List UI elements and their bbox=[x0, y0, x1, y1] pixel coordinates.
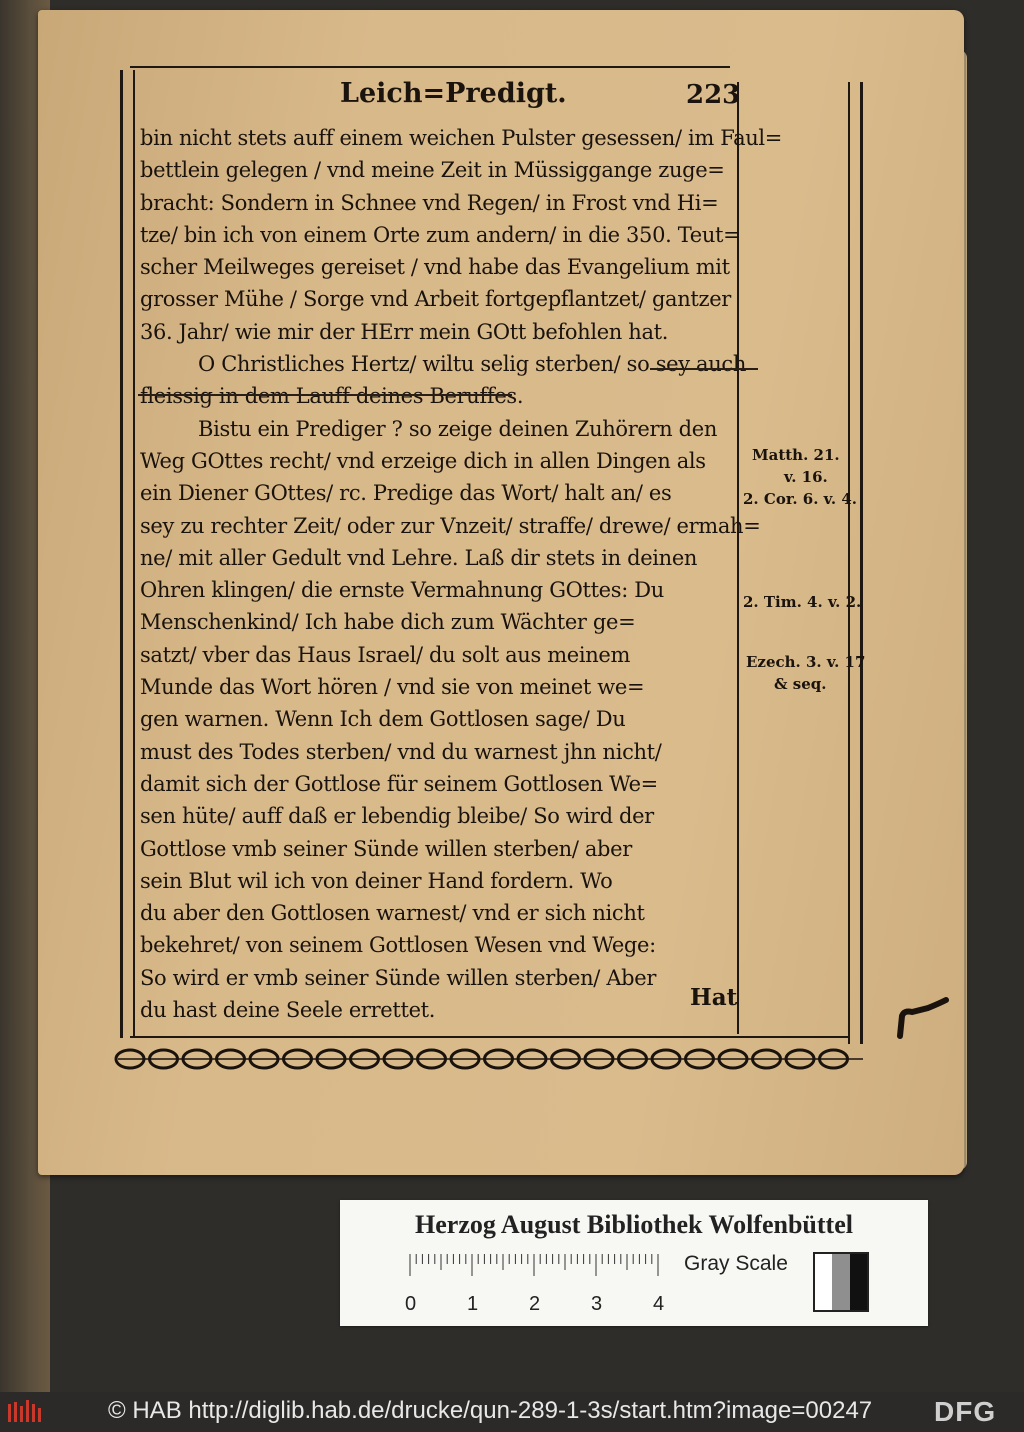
scale-ruler bbox=[405, 1250, 668, 1320]
text-line: Weg GOttes recht/ vnd erzeige dich in allen Dingen als bbox=[140, 448, 706, 473]
text-line: du hast deine Seele errettet. bbox=[140, 998, 436, 1023]
frame-top-rule bbox=[130, 66, 730, 68]
text-line: So wird er vmb seiner Sünde willen sterben/ Aber bbox=[140, 965, 657, 990]
ruler-number: 1 bbox=[467, 1293, 479, 1315]
library-color-card bbox=[340, 1200, 928, 1326]
catchword: Hat bbox=[690, 984, 738, 1011]
text-line: scher Meilweges gereiset / vnd habe das Evangelium mit bbox=[140, 255, 730, 280]
frame-right-rule bbox=[848, 82, 863, 1044]
ruler-number: 2 bbox=[529, 1293, 541, 1315]
text-line: sen hüte/ auff daß er lebendig bleibe/ So wird der bbox=[140, 804, 654, 829]
text-line: O Christliches Hertz/ wiltu selig sterben/ so sey auch bbox=[198, 352, 746, 377]
ink-underline bbox=[650, 368, 758, 370]
text-line: du aber den Gottlosen warnest/ vnd er sich nicht bbox=[140, 901, 645, 926]
text-line: ne/ mit aller Gedult vnd Lehre. Laß dir stets in deinen bbox=[140, 545, 698, 570]
text-line: Munde das Wort hören / vnd sie von meinet we= bbox=[140, 675, 645, 700]
gray-scale-swatch bbox=[813, 1252, 869, 1312]
ruler-number: 3 bbox=[591, 1293, 603, 1315]
frame-bottom-rule bbox=[130, 1036, 850, 1038]
gray-scale-label: Gray Scale bbox=[684, 1252, 788, 1275]
text-line: sey zu rechter Zeit/ oder zur Vnzeit/ straffe/ drewe/ ermah= bbox=[140, 513, 761, 538]
text-line: Menschenkind/ Ich habe dich zum Wächter ge= bbox=[140, 610, 636, 635]
text-line: tze/ bin ich von einem Orte zum andern/ in die 350. Teut= bbox=[140, 222, 741, 247]
running-head: Leich=Predigt. bbox=[340, 78, 567, 109]
margin-note: 2. Cor. 6. v. 4. bbox=[743, 490, 857, 508]
text-line: must des Todes sterben/ vnd du warnest jhn nicht/ bbox=[140, 739, 662, 764]
text-line: Gottlose vmb seiner Sünde willen sterben/ aber bbox=[140, 836, 632, 861]
source-url: © HAB http://diglib.hab.de/drucke/qun-289-1-3s/start.htm?image=00247 bbox=[108, 1397, 873, 1424]
margin-note: Matth. 21. bbox=[752, 446, 840, 464]
hab-logo-icon bbox=[8, 1400, 44, 1424]
viewer-footer bbox=[0, 1392, 1024, 1432]
text-line: bettlein gelegen / vnd meine Zeit in Müssiggange zuge= bbox=[140, 158, 725, 183]
margin-note: 2. Tim. 4. v. 2. bbox=[743, 593, 862, 611]
margin-note: v. 16. bbox=[784, 468, 828, 486]
decorative-border-ornament bbox=[118, 1046, 863, 1072]
ruler-number: 4 bbox=[653, 1293, 665, 1315]
text-line: damit sich der Gottlose für seinem Gottlosen We= bbox=[140, 771, 658, 796]
main-text-block bbox=[140, 122, 783, 1026]
text-line: 36. Jahr/ wie mir der HErr mein GOtt befohlen hat. bbox=[140, 319, 669, 344]
text-line: satzt/ vber das Haus Israel/ du solt aus meinem bbox=[140, 642, 631, 667]
ink-mark bbox=[898, 998, 948, 1038]
page-number: 223 bbox=[686, 80, 741, 110]
margin-note: & seq. bbox=[774, 675, 827, 693]
text-line: Bistu ein Prediger ? so zeige deinen Zuhörern den bbox=[198, 416, 718, 441]
text-line: bekehret/ von seinem Gottlosen Wesen vnd Wege: bbox=[140, 933, 656, 958]
frame-left-rule bbox=[120, 70, 135, 1038]
text-line: bracht: Sondern in Schnee vnd Regen/ in Frost vnd Hi= bbox=[140, 190, 719, 215]
text-line: Ohren klingen/ die ernste Vermahnung GOttes: Du bbox=[140, 578, 664, 603]
text-line: sein Blut wil ich von deiner Hand fordern. Wo bbox=[140, 868, 613, 893]
ruler-number: 0 bbox=[405, 1293, 417, 1315]
library-name: Herzog August Bibliothek Wolfenbüttel bbox=[415, 1210, 853, 1239]
text-line: fleissig in dem Lauff deines Beruffes. bbox=[140, 384, 524, 409]
text-line: bin nicht stets auff einem weichen Pulster gesessen/ im Faul= bbox=[140, 126, 783, 150]
dfg-logo: DFG bbox=[934, 1396, 997, 1427]
text-line: gen warnen. Wenn Ich dem Gottlosen sage/ Du bbox=[140, 707, 626, 732]
ink-underline bbox=[138, 394, 512, 396]
text-line: grosser Mühe / Sorge vnd Arbeit fortgepflantzet/ gantzer bbox=[140, 287, 731, 312]
text-line: ein Diener GOttes/ rc. Predige das Wort/ halt an/ es bbox=[140, 481, 672, 506]
margin-note: Ezech. 3. v. 17 bbox=[746, 653, 866, 671]
